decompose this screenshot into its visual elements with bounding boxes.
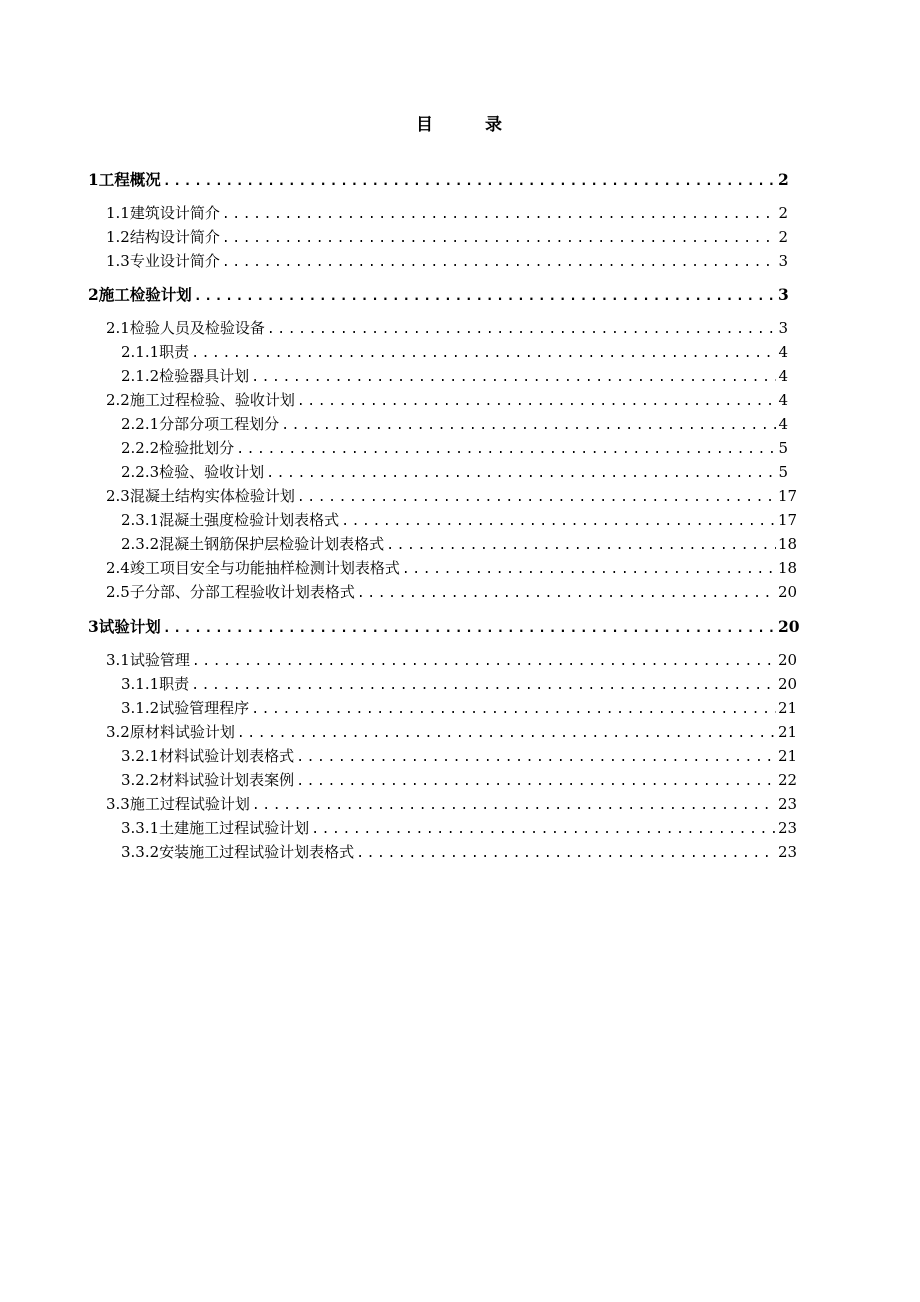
toc-entry[interactable] bbox=[106, 486, 798, 508]
toc-leader-dots bbox=[297, 488, 776, 508]
toc-leader-dots bbox=[297, 392, 776, 412]
toc-entry-page: 20 bbox=[778, 617, 800, 636]
toc-entry-page: 17 bbox=[778, 511, 798, 529]
toc-leader-dots bbox=[252, 796, 776, 816]
toc-entry-page: 2 bbox=[778, 228, 788, 246]
toc-entry-page: 22 bbox=[778, 771, 798, 789]
toc-entry[interactable] bbox=[121, 342, 788, 364]
toc-entry-page: 3 bbox=[778, 319, 788, 337]
toc-entry[interactable] bbox=[121, 366, 788, 388]
toc-leader-dots bbox=[237, 724, 776, 744]
toc-entry-title: 专业设计简介 bbox=[129, 252, 220, 270]
toc-entry[interactable] bbox=[106, 251, 788, 273]
toc-entry-page: 4 bbox=[778, 391, 788, 409]
toc-entry[interactable] bbox=[121, 818, 798, 840]
toc-leader-dots bbox=[163, 619, 776, 639]
toc-entry-number: 2.2 bbox=[106, 391, 130, 409]
toc-entry-number: 3.2.1 bbox=[121, 747, 160, 765]
toc-entry-number: 3.2.2 bbox=[121, 771, 160, 789]
toc-entry-title: 子分部、分部工程验收计划表格式 bbox=[129, 583, 355, 601]
toc-leader-dots bbox=[402, 560, 776, 580]
toc-entry-title: 土建施工过程试验计划 bbox=[159, 819, 310, 837]
toc-entry-number: 2.2.1 bbox=[121, 415, 160, 433]
toc-entry-title: 施工检验计划 bbox=[98, 285, 192, 304]
toc-entry-number: 2.5 bbox=[106, 583, 130, 601]
toc-entry-number: 2.1 bbox=[106, 319, 130, 337]
toc-entry-page: 20 bbox=[778, 675, 798, 693]
toc-leader-dots bbox=[192, 652, 776, 672]
toc-entry-title: 材料试验计划表格式 bbox=[159, 747, 295, 765]
toc-entry-page: 23 bbox=[778, 843, 798, 861]
toc-entry-title: 原材料试验计划 bbox=[129, 723, 235, 741]
toc-entry-number: 3.3.2 bbox=[121, 843, 160, 861]
toc-entry-page: 4 bbox=[778, 415, 788, 433]
toc-entry-number: 1 bbox=[88, 170, 99, 189]
toc-leader-dots bbox=[163, 172, 776, 192]
toc-leader-dots bbox=[222, 205, 776, 225]
toc-leader-dots bbox=[296, 748, 776, 768]
toc-entry[interactable] bbox=[106, 558, 798, 580]
toc-entry-page: 18 bbox=[778, 559, 798, 577]
toc-entry-number: 3.2 bbox=[106, 723, 130, 741]
toc-entry[interactable] bbox=[121, 534, 798, 556]
toc-leader-dots bbox=[251, 700, 776, 720]
toc-entry-page: 3 bbox=[778, 285, 789, 304]
toc-entry-page: 18 bbox=[778, 535, 798, 553]
toc-entry-title: 混凝土钢筋保护层检验计划表格式 bbox=[159, 535, 385, 553]
toc-entry[interactable] bbox=[88, 617, 800, 639]
toc-entry-page: 21 bbox=[778, 723, 798, 741]
toc-entry-number: 3 bbox=[88, 617, 99, 636]
toc-entry-page: 5 bbox=[778, 439, 788, 457]
toc-entry-title: 分部分项工程划分 bbox=[159, 415, 280, 433]
toc-entry-page: 5 bbox=[778, 463, 788, 481]
toc-entry[interactable] bbox=[106, 390, 788, 412]
toc-entry-number: 2.3.2 bbox=[121, 535, 160, 553]
toc-entry[interactable] bbox=[121, 770, 798, 792]
toc-entry[interactable] bbox=[106, 227, 788, 249]
toc-entry-number: 3.3 bbox=[106, 795, 130, 813]
toc-entry[interactable] bbox=[121, 414, 788, 436]
toc-entry-page: 23 bbox=[778, 819, 798, 837]
toc-entry-number: 3.1 bbox=[106, 651, 130, 669]
toc-entry-title: 建筑设计简介 bbox=[129, 204, 220, 222]
toc-entry[interactable] bbox=[88, 285, 788, 307]
toc-entry[interactable] bbox=[121, 746, 798, 768]
toc-entry[interactable] bbox=[106, 203, 788, 225]
toc-leader-dots bbox=[251, 368, 776, 388]
toc-entry-page: 3 bbox=[778, 252, 788, 270]
toc-entry-page: 4 bbox=[778, 343, 788, 361]
toc-leader-dots bbox=[341, 512, 776, 532]
toc-title-char-1: 目 bbox=[416, 115, 435, 135]
toc-leader-dots bbox=[191, 344, 776, 364]
toc-entry[interactable] bbox=[106, 722, 798, 744]
toc-leader-dots bbox=[191, 676, 776, 696]
toc-entry[interactable] bbox=[106, 318, 788, 340]
toc-entry-title: 职责 bbox=[159, 343, 190, 361]
toc-entry-title: 试验管理 bbox=[129, 651, 190, 669]
toc-entry-page: 2 bbox=[778, 170, 789, 189]
toc-entry[interactable] bbox=[106, 582, 798, 604]
toc-entry-page: 4 bbox=[778, 367, 788, 385]
toc-entry-number: 2.1.2 bbox=[121, 367, 160, 385]
toc-entry[interactable] bbox=[88, 170, 788, 192]
toc-entry-title: 施工过程检验、验收计划 bbox=[129, 391, 295, 409]
toc-leader-dots bbox=[194, 287, 776, 307]
toc-entry-page: 21 bbox=[778, 747, 798, 765]
toc-entry-title: 职责 bbox=[159, 675, 190, 693]
toc-entry-number: 1.2 bbox=[106, 228, 130, 246]
toc-entry-number: 2 bbox=[88, 285, 99, 304]
toc-entry-number: 3.3.1 bbox=[121, 819, 160, 837]
toc-entry-title: 检验批划分 bbox=[159, 439, 235, 457]
toc-entry-number: 2.3.1 bbox=[121, 511, 160, 529]
toc-entry[interactable] bbox=[121, 674, 798, 696]
toc-entry-page: 21 bbox=[778, 699, 798, 717]
toc-entry-page: 17 bbox=[778, 487, 798, 505]
toc-entry-number: 1.3 bbox=[106, 252, 130, 270]
toc-entry-number: 2.2.2 bbox=[121, 439, 160, 457]
toc-entry-number: 3.1.2 bbox=[121, 699, 160, 717]
toc-leader-dots bbox=[281, 416, 776, 436]
toc-entry-title: 结构设计简介 bbox=[129, 228, 220, 246]
toc-leader-dots bbox=[296, 772, 776, 792]
toc-entry-number: 2.2.3 bbox=[121, 463, 160, 481]
toc-entry-number: 2.1.1 bbox=[121, 343, 160, 361]
toc-entry[interactable] bbox=[106, 794, 798, 816]
toc-entry-title: 安装施工过程试验计划表格式 bbox=[159, 843, 355, 861]
toc-leader-dots bbox=[386, 536, 776, 556]
toc-entry-title: 试验管理程序 bbox=[159, 699, 250, 717]
toc-entry-title: 检验人员及检验设备 bbox=[129, 319, 265, 337]
toc-entry-title: 施工过程试验计划 bbox=[129, 795, 250, 813]
toc-leader-dots bbox=[222, 253, 776, 273]
toc-leader-dots bbox=[236, 440, 776, 460]
toc-leader-dots bbox=[266, 464, 776, 484]
toc-entry-number: 3.1.1 bbox=[121, 675, 160, 693]
toc-entry[interactable] bbox=[121, 462, 788, 484]
toc-entry-title: 混凝土结构实体检验计划 bbox=[129, 487, 295, 505]
toc-entry-title: 混凝土强度检验计划表格式 bbox=[159, 511, 340, 529]
toc-entry-title: 材料试验计划表案例 bbox=[159, 771, 295, 789]
toc-entry-number: 2.3 bbox=[106, 487, 130, 505]
toc-title-char-2: 录 bbox=[485, 115, 504, 135]
toc-entry[interactable] bbox=[121, 698, 798, 720]
toc-entry[interactable] bbox=[121, 842, 798, 864]
toc-entry-title: 检验器具计划 bbox=[159, 367, 250, 385]
toc-entry-page: 23 bbox=[778, 795, 798, 813]
toc-entry[interactable] bbox=[121, 510, 798, 532]
toc-entry[interactable] bbox=[121, 438, 788, 460]
toc-entry-title: 检验、验收计划 bbox=[159, 463, 265, 481]
toc-entry-number: 2.4 bbox=[106, 559, 130, 577]
toc-leader-dots bbox=[357, 584, 776, 604]
toc-entry[interactable] bbox=[106, 650, 798, 672]
toc-entry-title: 竣工项目安全与功能抽样检测计划表格式 bbox=[129, 559, 400, 577]
toc-entry-page: 2 bbox=[778, 204, 788, 222]
toc-entry-title: 工程概况 bbox=[98, 170, 161, 189]
toc-entry-page: 20 bbox=[778, 583, 798, 601]
toc-entry-title: 试验计划 bbox=[98, 617, 161, 636]
toc-leader-dots bbox=[222, 229, 776, 249]
toc-leader-dots bbox=[267, 320, 776, 340]
toc-leader-dots bbox=[311, 820, 776, 840]
toc-entry-number: 1.1 bbox=[106, 204, 130, 222]
toc-leader-dots bbox=[356, 844, 776, 864]
toc-entry-page: 20 bbox=[778, 651, 798, 669]
